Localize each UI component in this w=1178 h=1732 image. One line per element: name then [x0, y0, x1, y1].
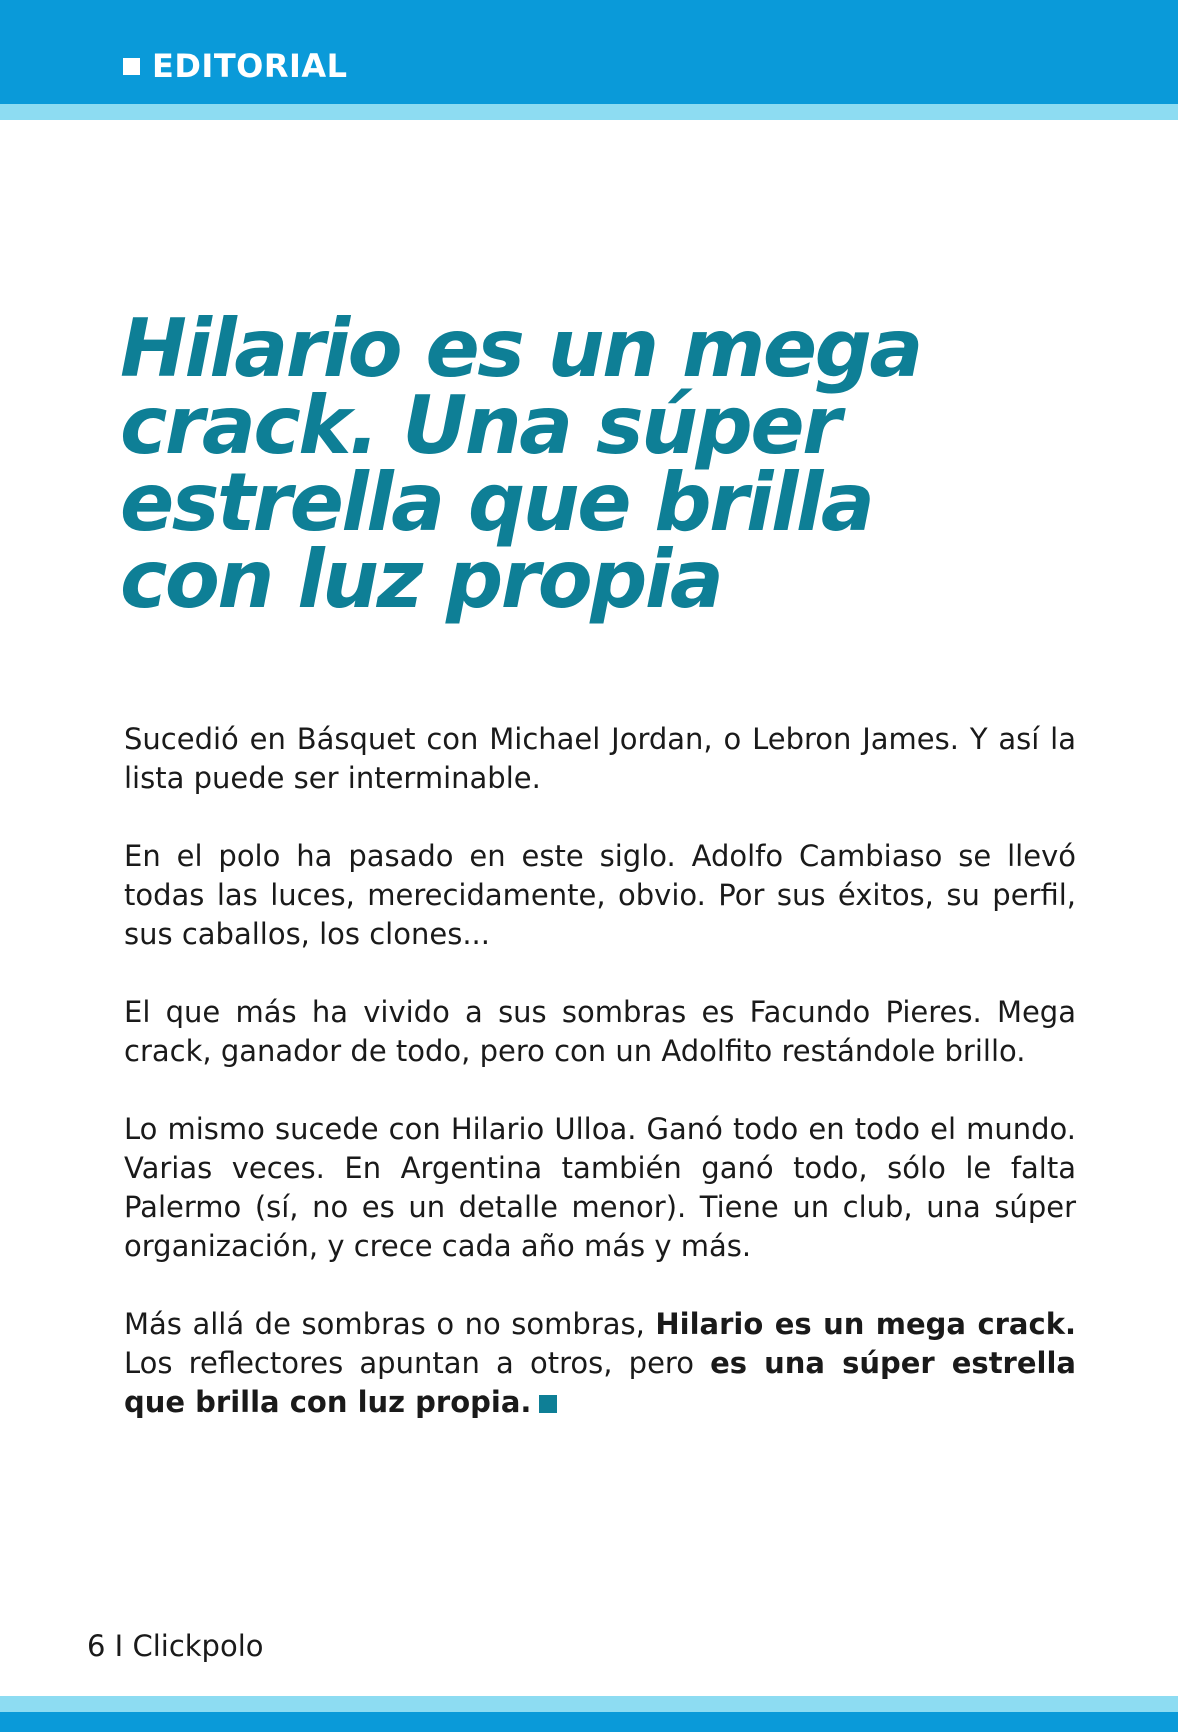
closing-text: Más allá de sombras o no sombras,: [124, 1307, 656, 1341]
page-number: 6: [87, 1629, 106, 1663]
body-paragraph: Sucedió en Básquet con Michael Jordan, o Lebron James. Y así la lista puede ser interminable.: [124, 722, 1076, 795]
publication-name: Clickpolo: [132, 1629, 264, 1663]
header-stripe: [0, 104, 1178, 120]
closing-text: Los reflectores apuntan a otros, pero: [124, 1346, 711, 1380]
square-bullet-icon: [123, 58, 140, 75]
end-mark-icon: [539, 1395, 557, 1413]
body-paragraph: Lo mismo sucede con Hilario Ulloa. Ganó todo en todo el mundo. Varias veces. En Argentina también ganó todo, sólo le falta Palermo (sí, no es un detalle menor). Tiene un club, una súper organización, y crece cada año más y más.: [124, 1112, 1076, 1263]
closing-bold-text: es una súper estrella que brilla con luz propia.: [124, 1346, 1076, 1419]
headline-line: Hilario es un mega: [120, 302, 921, 395]
headline-line: estrella que brilla: [120, 456, 873, 549]
section-label: [123, 46, 348, 86]
section-label-text: EDITORIAL: [152, 47, 348, 85]
headline-line: crack. Una súper: [120, 379, 840, 472]
footer-separator: I: [114, 1629, 124, 1663]
body-paragraph: El que más ha vivido a sus sombras es Facundo Pieres. Mega crack, ganador de todo, pero con un Adolfito restándole brillo.: [124, 995, 1076, 1068]
article-body: [124, 720, 1076, 1422]
closing-paragraph: [124, 1305, 1076, 1422]
closing-bold-text: Hilario es un mega crack.: [655, 1307, 1076, 1341]
footer-band: [0, 1712, 1178, 1732]
article-headline: [120, 302, 1080, 626]
body-paragraph: En el polo ha pasado en este siglo. Adolfo Cambiaso se llevó todas las luces, merecidamente, obvio. Por sus éxitos, su perfil, sus caballos, los clones...: [124, 839, 1076, 951]
footer-stripe: [0, 1696, 1178, 1712]
headline-line: con luz propia: [120, 533, 722, 626]
page-footer: [87, 1628, 264, 1664]
